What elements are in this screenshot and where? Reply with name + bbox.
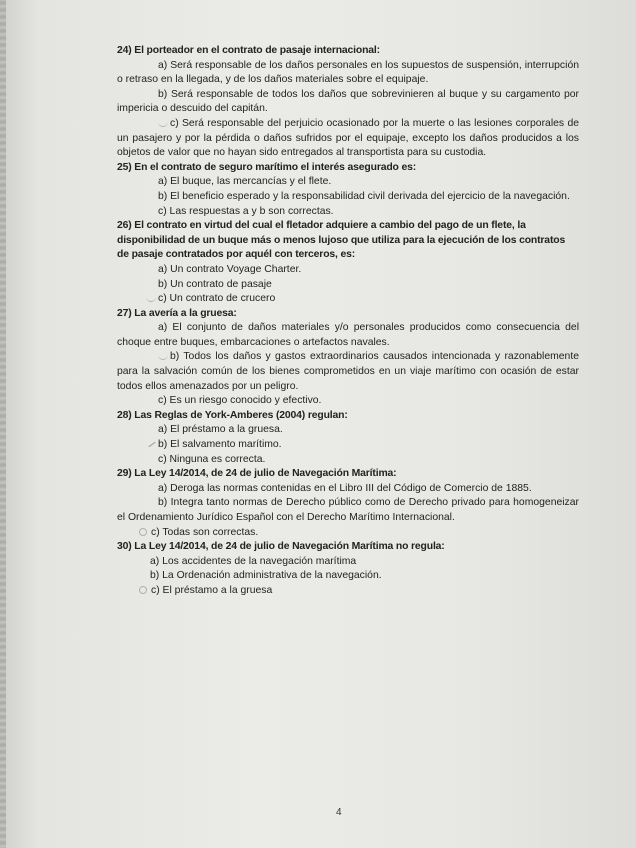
question-26-option-c-text: c) Un contrato de crucero [158, 293, 276, 305]
question-25-option-c: c) Las respuestas a y b son correctas. [158, 205, 334, 217]
question-30-title: 30) La Ley 14/2014, de 24 de julio de Navegación Marítima no regula: [117, 541, 445, 553]
question-29-option-c-text: c) Todas son correctas. [151, 526, 259, 538]
question-29-option-a: a) Deroga las normas contenidas en el Libro III del Código de Comercio de 1885. [158, 482, 532, 494]
question-24-title: 24) El porteador en el contrato de pasaje internacional: [117, 45, 380, 56]
question-25-option-b: b) El beneficio esperado y la responsabilidad civil derivada del ejercicio de la navegación. [158, 190, 570, 202]
question-26-option-c [117, 292, 579, 307]
pencil-mark-icon [158, 353, 168, 360]
pencil-mark-icon [158, 120, 168, 127]
question-27-option-c: c) Es un riesgo conocido y efectivo. [158, 395, 322, 407]
question-29-option-c [117, 526, 579, 541]
pencil-circle-icon [139, 528, 147, 536]
question-28-option-a: a) El préstamo a la gruesa. [158, 424, 283, 436]
question-29-option-b: b) Integra tanto normas de Derecho público como de Derecho privado para homogeneizar el Ordenamiento Jurídico Español con el Derecho Marítimo Internacional. [117, 497, 579, 523]
question-28-option-c: c) Ninguna es correcta. [158, 453, 266, 465]
question-24-option-c [117, 117, 579, 161]
question-24-option-a: a) Será responsable de los daños personales en los supuestos de suspensión, interrupción o retraso en la llegada, y de los daños materiales sobre el equipaje. [117, 59, 579, 86]
page-number: 4 [336, 807, 342, 818]
question-26-option-b: b) Un contrato de pasaje [158, 278, 272, 290]
question-25-option-a: a) El buque, las mercancías y el flete. [158, 176, 332, 188]
question-29-title: 29) La Ley 14/2014, de 24 de julio de Navegación Marítima: [117, 468, 397, 480]
question-28-option-b [117, 438, 579, 453]
question-30-option-c [117, 584, 579, 599]
pencil-mark-icon [146, 295, 156, 302]
question-27-option-b-text: b) Todos los daños y gastos extraordinarios causados intencionada y razonablemente para la salvación común de los bienes comprometidos en un viaje marítimo con ocasión de estar todos ellos amenazados por un peligro. [117, 351, 579, 392]
pencil-slash-icon [148, 442, 155, 447]
question-28-option-b-text: b) El salvamento marítimo. [158, 439, 282, 451]
question-25-title: 25) En el contrato de seguro marítimo el interés asegurado es: [117, 161, 417, 173]
question-26-option-a: a) Un contrato Voyage Charter. [158, 263, 302, 275]
question-30-option-b: b) La Ordenación administrativa de la navegación. [150, 570, 382, 582]
page-edge-shadow [0, 0, 6, 848]
question-30-option-a: a) Los accidentes de la navegación marítima [150, 555, 357, 567]
question-24-option-c-text: c) Será responsable del perjuicio ocasionado por la muerte o las lesiones corporales de un pasajero y por la pérdida o daños sufridos por el equipaje, excepto los daños producidos a los objetos de valor que no hayan sido entregados al transportista para su custodia. [117, 117, 579, 159]
question-27-option-a: a) El conjunto de daños materiales y/o personales producidos como consecuencia del choque entre buques, embarcaciones o artefactos navales. [117, 322, 579, 348]
question-27-title: 27) La avería a la gruesa: [117, 307, 237, 319]
question-26-title: 26) El contrato en virtud del cual el fletador adquiere a cambio del pago de un flete, la disponibilidad de un buque más o menos lujoso que utiliza para la ejecución de los contratos de pasaje contratados por aquél con terceros, es: [117, 220, 566, 261]
question-30-option-c-text: c) El préstamo a la gruesa [151, 584, 273, 596]
question-27-option-b [117, 350, 579, 394]
pencil-circle-icon [139, 586, 147, 594]
question-24-option-b: b) Será responsable de todos los daños que sobrevinieren al buque y su cargamento por impericia o descuido del capitán. [117, 88, 579, 115]
questions-block [117, 44, 579, 599]
question-28-title: 28) Las Reglas de York-Amberes (2004) regulan: [117, 409, 348, 421]
